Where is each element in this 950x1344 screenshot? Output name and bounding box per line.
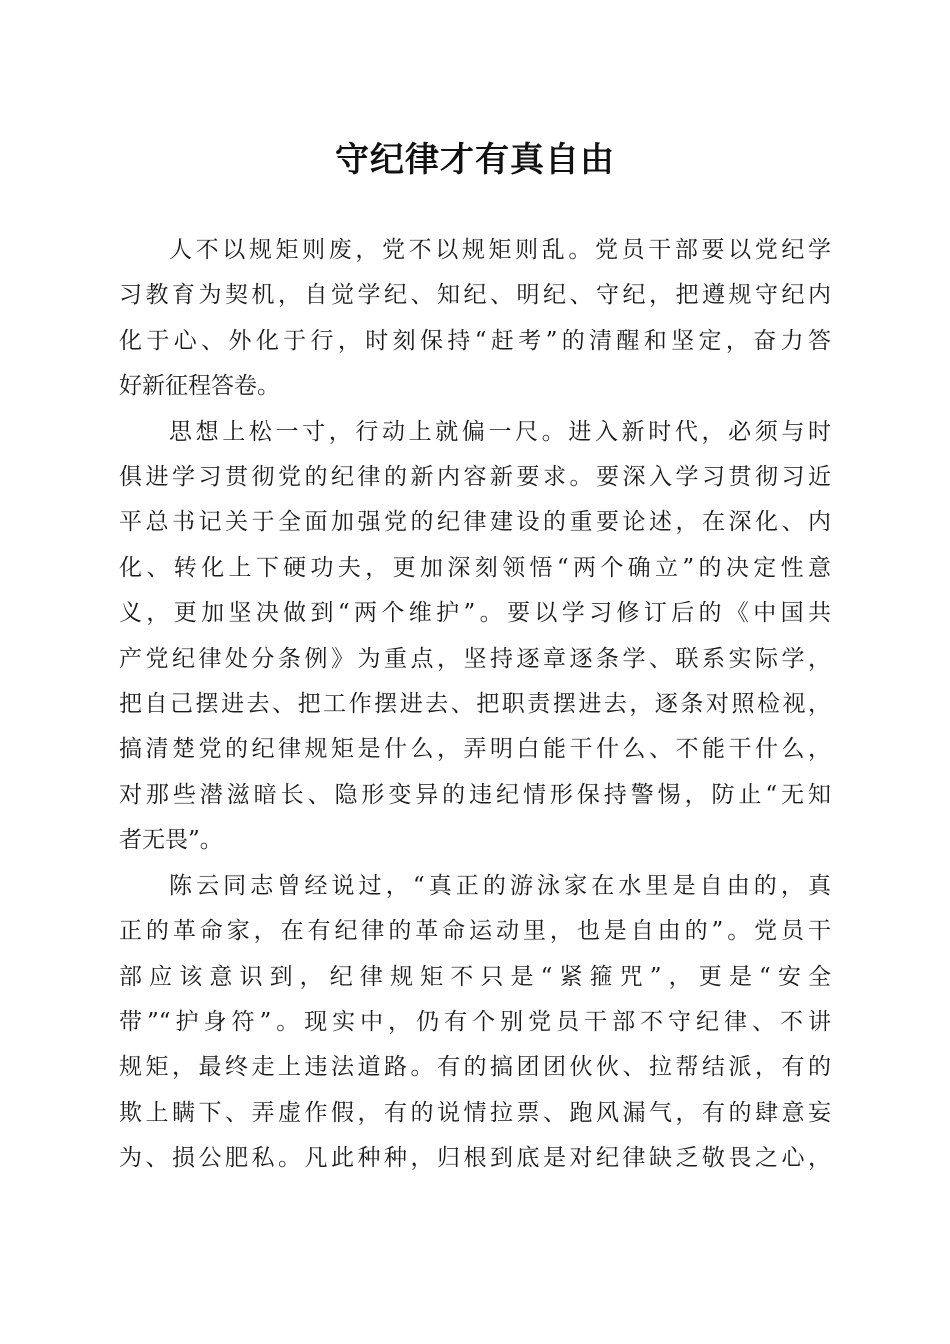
text-line: 规矩，最终走上违法道路。有的搞团团伙伙、拉帮结派，有的: [119, 1054, 831, 1081]
paragraph-1: [119, 228, 831, 410]
text-line: 搞清楚党的纪律规矩是什么，弄明白能干什么、不能干什么，: [119, 736, 831, 763]
paragraph-2: [119, 410, 831, 864]
text-line: 好新征程答卷。: [119, 373, 280, 400]
text-line: 化于心、外化于行，时刻保持“赶考”的清醒和坚定，奋力答: [119, 327, 831, 354]
text-line: 带”“护身符”。现实中，仍有个别党员干部不守纪律、不讲: [119, 1008, 831, 1035]
text-line: 为、损公肥私。凡此种种，归根到底是对纪律缺乏敬畏之心，: [119, 1145, 831, 1172]
paragraph-3: [119, 864, 831, 1182]
text-line: 人不以规矩则废，党不以规矩则乱。党员干部要以党纪学: [169, 237, 831, 263]
text-line: 化、转化上下硬功夫，更加深刻领悟“两个确立”的决定性意: [119, 554, 831, 581]
text-line: 平总书记关于全面加强党的纪律建设的重要论述，在深化、内: [119, 509, 831, 536]
text-line: 欺上瞒下、弄虚作假，有的说情拉票、跑风漏气，有的肆意妄: [119, 1099, 831, 1126]
text-line: 陈云同志曾经说过，“真正的游泳家在水里是自由的，真: [169, 872, 831, 899]
text-line: 对那些潜滋暗长、隐形变异的违纪情形保持警惕，防止“无知: [119, 781, 831, 808]
article-title: 守纪律才有真自由: [335, 140, 615, 180]
text-line: 思想上松一寸，行动上就偏一尺。进入新时代，必须与时: [169, 418, 831, 445]
text-line: 者无畏”。: [119, 827, 223, 854]
text-line: 正的革命家，在有纪律的革命运动里，也是自由的”。党员干: [119, 918, 831, 945]
text-line: 俱进学习贯彻党的纪律的新内容新要求。要深入学习贯彻习近: [119, 464, 831, 491]
text-line: 部应该意识到，纪律规矩不只是“紧箍咒”，更是“安全: [119, 963, 831, 990]
text-line: 把自己摆进去、把工作摆进去、把职责摆进去，逐条对照检视，: [119, 691, 831, 718]
article-body: [119, 228, 831, 1182]
text-line: 产党纪律处分条例》为重点，坚持逐章逐条学、联系实际学，: [119, 645, 831, 672]
text-line: 义，更加坚决做到“两个维护”。要以学习修订后的《中国共: [119, 600, 831, 627]
text-line: 习教育为契机，自觉学纪、知纪、明纪、守纪，把遵规守纪内: [119, 282, 831, 309]
